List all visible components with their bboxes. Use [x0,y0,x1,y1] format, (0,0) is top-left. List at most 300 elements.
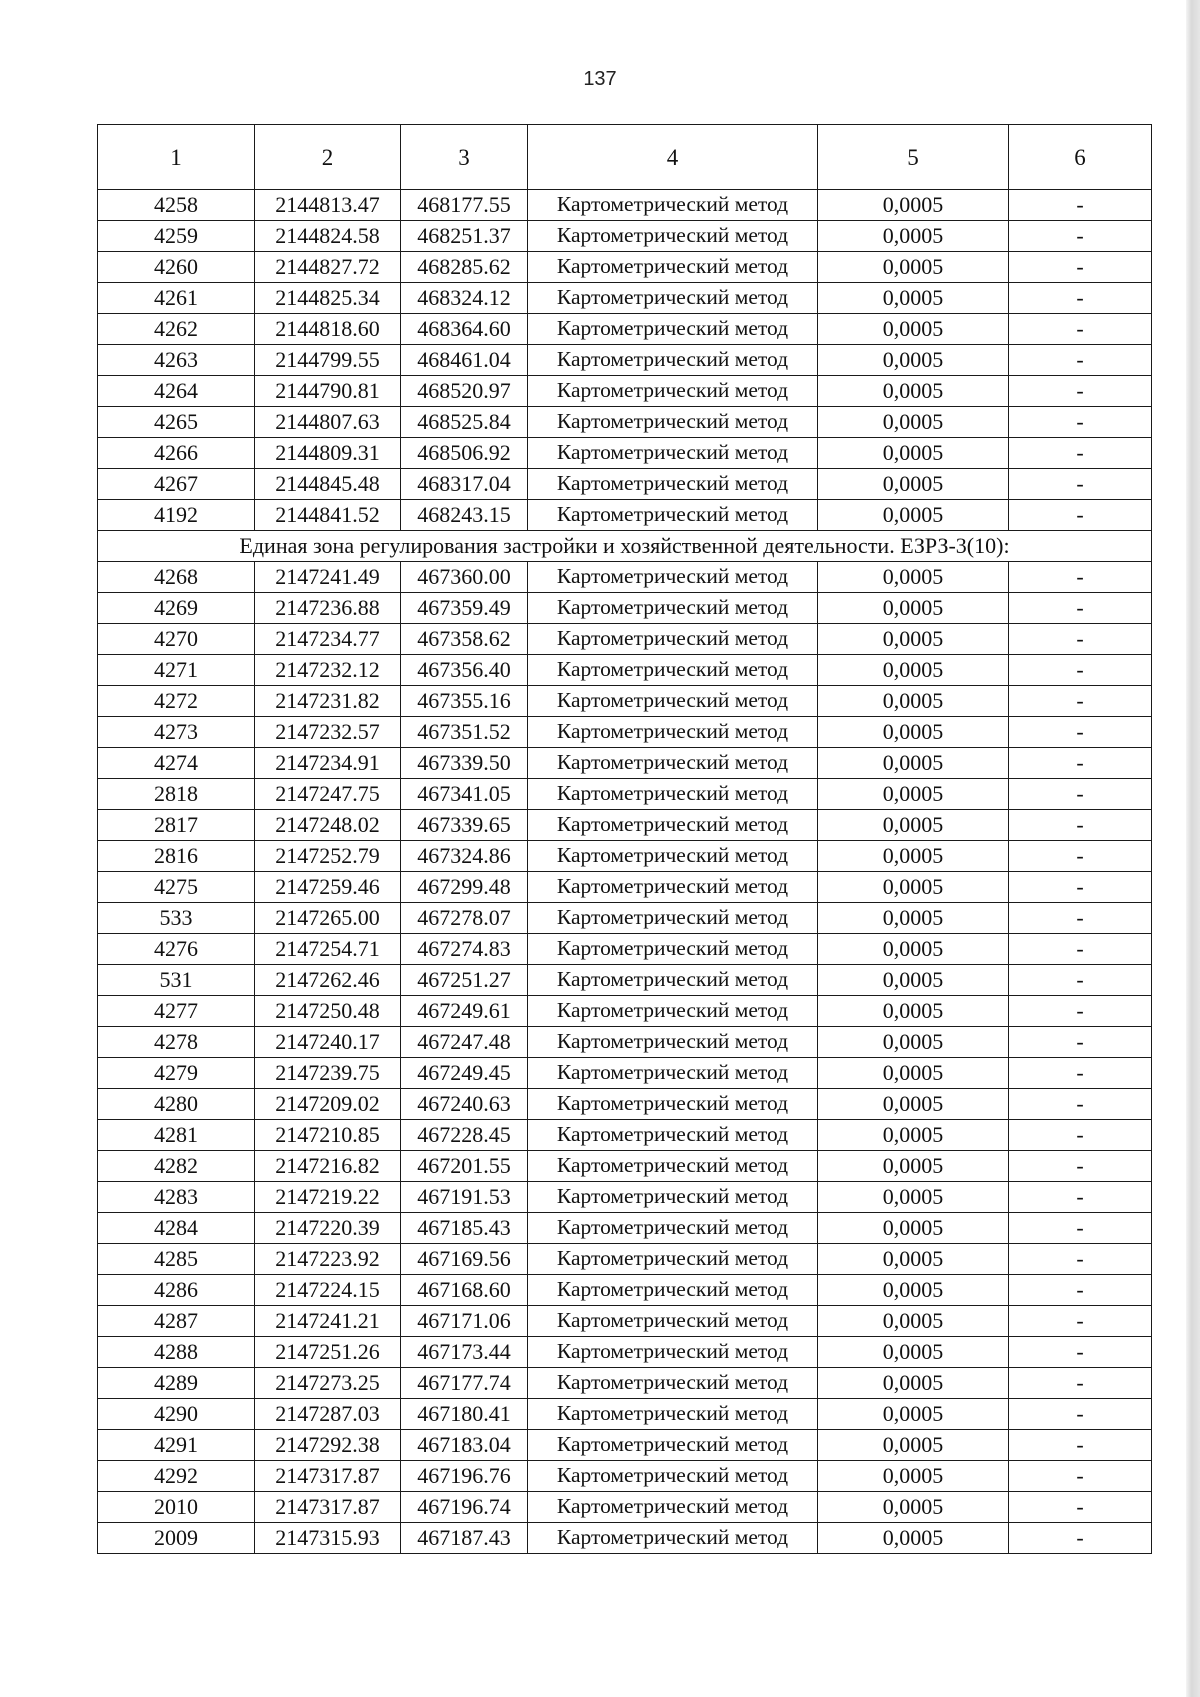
cell-note: - [1009,934,1152,965]
cell-point-number: 4262 [98,314,255,345]
cell-method: Картометрический метод [528,686,818,717]
cell-point-number: 4291 [98,1430,255,1461]
header-col-4: 4 [528,125,818,190]
cell-note: - [1009,1306,1152,1337]
cell-method: Картометрический метод [528,376,818,407]
cell-point-number: 4269 [98,593,255,624]
table-row [98,1027,1152,1058]
cell-method: Картометрический метод [528,996,818,1027]
cell-y-coordinate: 467171.06 [401,1306,528,1337]
cell-y-coordinate: 468520.97 [401,376,528,407]
cell-point-number: 4290 [98,1399,255,1430]
table-row [98,655,1152,686]
cell-method: Картометрический метод [528,624,818,655]
cell-x-coordinate: 2147273.25 [255,1368,401,1399]
cell-method: Картометрический метод [528,438,818,469]
cell-x-coordinate: 2144790.81 [255,376,401,407]
cell-y-coordinate: 467249.45 [401,1058,528,1089]
table-row [98,314,1152,345]
cell-note: - [1009,1151,1152,1182]
cell-x-coordinate: 2147240.17 [255,1027,401,1058]
cell-method: Картометрический метод [528,1120,818,1151]
cell-point-number: 2817 [98,810,255,841]
cell-y-coordinate: 467360.00 [401,562,528,593]
cell-y-coordinate: 467251.27 [401,965,528,996]
cell-method: Картометрический метод [528,252,818,283]
cell-note: - [1009,438,1152,469]
cell-accuracy: 0,0005 [818,717,1009,748]
cell-point-number: 4286 [98,1275,255,1306]
scan-edge [1186,0,1200,1697]
cell-y-coordinate: 467351.52 [401,717,528,748]
cell-note: - [1009,345,1152,376]
cell-x-coordinate: 2147232.12 [255,655,401,686]
table-row [98,1182,1152,1213]
section-title: Единая зона регулирования застройки и хозяйственной деятельности. ЕЗРЗ-3(10): [98,531,1152,562]
cell-y-coordinate: 467187.43 [401,1523,528,1554]
cell-accuracy: 0,0005 [818,376,1009,407]
cell-method: Картометрический метод [528,1182,818,1213]
cell-accuracy: 0,0005 [818,748,1009,779]
cell-method: Картометрический метод [528,903,818,934]
cell-x-coordinate: 2147265.00 [255,903,401,934]
cell-accuracy: 0,0005 [818,872,1009,903]
table-row [98,996,1152,1027]
header-col-2: 2 [255,125,401,190]
cell-point-number: 4287 [98,1306,255,1337]
cell-accuracy: 0,0005 [818,500,1009,531]
cell-accuracy: 0,0005 [818,965,1009,996]
cell-accuracy: 0,0005 [818,1027,1009,1058]
cell-note: - [1009,1182,1152,1213]
cell-note: - [1009,283,1152,314]
cell-accuracy: 0,0005 [818,1337,1009,1368]
cell-note: - [1009,686,1152,717]
cell-accuracy: 0,0005 [818,1523,1009,1554]
table-row [98,965,1152,996]
cell-x-coordinate: 2147210.85 [255,1120,401,1151]
cell-accuracy: 0,0005 [818,438,1009,469]
page-number: 137 [583,68,617,90]
cell-note: - [1009,1120,1152,1151]
cell-method: Картометрический метод [528,283,818,314]
cell-y-coordinate: 467355.16 [401,686,528,717]
cell-note: - [1009,1492,1152,1523]
cell-accuracy: 0,0005 [818,810,1009,841]
cell-accuracy: 0,0005 [818,1182,1009,1213]
cell-point-number: 4271 [98,655,255,686]
table-row [98,190,1152,221]
cell-note: - [1009,1213,1152,1244]
table-row [98,1151,1152,1182]
table-row [98,1399,1152,1430]
cell-y-coordinate: 468506.92 [401,438,528,469]
cell-x-coordinate: 2147247.75 [255,779,401,810]
cell-method: Картометрический метод [528,1058,818,1089]
cell-y-coordinate: 467299.48 [401,872,528,903]
cell-x-coordinate: 2144813.47 [255,190,401,221]
cell-y-coordinate: 467356.40 [401,655,528,686]
cell-point-number: 4274 [98,748,255,779]
cell-y-coordinate: 468317.04 [401,469,528,500]
cell-x-coordinate: 2147254.71 [255,934,401,965]
cell-note: - [1009,1058,1152,1089]
cell-point-number: 4273 [98,717,255,748]
table-row [98,1275,1152,1306]
cell-accuracy: 0,0005 [818,252,1009,283]
cell-note: - [1009,1523,1152,1554]
cell-note: - [1009,1275,1152,1306]
cell-accuracy: 0,0005 [818,1399,1009,1430]
cell-method: Картометрический метод [528,593,818,624]
cell-accuracy: 0,0005 [818,841,1009,872]
table-row [98,500,1152,531]
cell-method: Картометрический метод [528,1275,818,1306]
cell-y-coordinate: 467168.60 [401,1275,528,1306]
table-row [98,1120,1152,1151]
cell-point-number: 2816 [98,841,255,872]
table-row [98,748,1152,779]
table-row [98,1430,1152,1461]
table-row [98,283,1152,314]
cell-y-coordinate: 467249.61 [401,996,528,1027]
cell-method: Картометрический метод [528,345,818,376]
cell-point-number: 2010 [98,1492,255,1523]
cell-note: - [1009,655,1152,686]
header-col-5: 5 [818,125,1009,190]
cell-method: Картометрический метод [528,407,818,438]
cell-point-number: 4263 [98,345,255,376]
cell-y-coordinate: 467180.41 [401,1399,528,1430]
cell-x-coordinate: 2144845.48 [255,469,401,500]
cell-note: - [1009,1399,1152,1430]
cell-accuracy: 0,0005 [818,1275,1009,1306]
cell-method: Картометрический метод [528,1523,818,1554]
table-row [98,1244,1152,1275]
table-row [98,562,1152,593]
table-row [98,841,1152,872]
cell-x-coordinate: 2144807.63 [255,407,401,438]
cell-method: Картометрический метод [528,872,818,903]
cell-point-number: 4192 [98,500,255,531]
header-col-6: 6 [1009,125,1152,190]
table-row [98,221,1152,252]
cell-point-number: 4283 [98,1182,255,1213]
table-row [98,1213,1152,1244]
table-row [98,1306,1152,1337]
cell-point-number: 4276 [98,934,255,965]
cell-x-coordinate: 2147223.92 [255,1244,401,1275]
cell-note: - [1009,1027,1152,1058]
cell-x-coordinate: 2147287.03 [255,1399,401,1430]
table-row [98,1492,1152,1523]
cell-y-coordinate: 467358.62 [401,624,528,655]
cell-method: Картометрический метод [528,1461,818,1492]
cell-x-coordinate: 2147315.93 [255,1523,401,1554]
cell-x-coordinate: 2147252.79 [255,841,401,872]
cell-accuracy: 0,0005 [818,996,1009,1027]
cell-method: Картометрический метод [528,1244,818,1275]
cell-accuracy: 0,0005 [818,314,1009,345]
cell-accuracy: 0,0005 [818,624,1009,655]
cell-y-coordinate: 468525.84 [401,407,528,438]
cell-point-number: 4259 [98,221,255,252]
cell-y-coordinate: 467339.50 [401,748,528,779]
cell-method: Картометрический метод [528,779,818,810]
cell-note: - [1009,903,1152,934]
cell-x-coordinate: 2147219.22 [255,1182,401,1213]
table-row [98,686,1152,717]
cell-note: - [1009,314,1152,345]
table-body-after-section [98,562,1152,1554]
cell-y-coordinate: 467191.53 [401,1182,528,1213]
table-row [98,469,1152,500]
cell-point-number: 2818 [98,779,255,810]
cell-x-coordinate: 2147241.21 [255,1306,401,1337]
cell-note: - [1009,748,1152,779]
table-row [98,1058,1152,1089]
cell-note: - [1009,1089,1152,1120]
cell-method: Картометрический метод [528,1089,818,1120]
cell-accuracy: 0,0005 [818,779,1009,810]
cell-x-coordinate: 2147236.88 [255,593,401,624]
cell-method: Картометрический метод [528,1399,818,1430]
cell-x-coordinate: 2147234.77 [255,624,401,655]
cell-method: Картометрический метод [528,314,818,345]
cell-y-coordinate: 467324.86 [401,841,528,872]
cell-point-number: 4292 [98,1461,255,1492]
cell-y-coordinate: 467173.44 [401,1337,528,1368]
cell-y-coordinate: 468461.04 [401,345,528,376]
cell-note: - [1009,376,1152,407]
cell-method: Картометрический метод [528,934,818,965]
cell-x-coordinate: 2147248.02 [255,810,401,841]
cell-method: Картометрический метод [528,500,818,531]
cell-x-coordinate: 2147292.38 [255,1430,401,1461]
cell-accuracy: 0,0005 [818,1058,1009,1089]
header-row [98,125,1152,190]
cell-method: Картометрический метод [528,965,818,996]
cell-accuracy: 0,0005 [818,1492,1009,1523]
cell-accuracy: 0,0005 [818,407,1009,438]
cell-accuracy: 0,0005 [818,1120,1009,1151]
cell-note: - [1009,1368,1152,1399]
table-row [98,1368,1152,1399]
cell-y-coordinate: 467341.05 [401,779,528,810]
coordinates-table [97,124,1152,1554]
cell-note: - [1009,407,1152,438]
cell-point-number: 4258 [98,190,255,221]
cell-y-coordinate: 467240.63 [401,1089,528,1120]
cell-note: - [1009,841,1152,872]
cell-y-coordinate: 468285.62 [401,252,528,283]
cell-method: Картометрический метод [528,1027,818,1058]
cell-y-coordinate: 467185.43 [401,1213,528,1244]
cell-x-coordinate: 2147317.87 [255,1492,401,1523]
cell-point-number: 4267 [98,469,255,500]
cell-note: - [1009,469,1152,500]
cell-accuracy: 0,0005 [818,1213,1009,1244]
cell-x-coordinate: 2147209.02 [255,1089,401,1120]
cell-method: Картометрический метод [528,562,818,593]
header-col-3: 3 [401,125,528,190]
table-row [98,1461,1152,1492]
cell-note: - [1009,624,1152,655]
cell-accuracy: 0,0005 [818,190,1009,221]
cell-y-coordinate: 468177.55 [401,190,528,221]
cell-x-coordinate: 2144809.31 [255,438,401,469]
cell-y-coordinate: 467201.55 [401,1151,528,1182]
cell-y-coordinate: 467339.65 [401,810,528,841]
cell-point-number: 4275 [98,872,255,903]
cell-point-number: 4284 [98,1213,255,1244]
cell-method: Картометрический метод [528,717,818,748]
table-row [98,810,1152,841]
cell-accuracy: 0,0005 [818,934,1009,965]
table-row [98,1089,1152,1120]
cell-method: Картометрический метод [528,1430,818,1461]
header-col-1: 1 [98,125,255,190]
table-header [98,125,1152,190]
cell-point-number: 4260 [98,252,255,283]
cell-x-coordinate: 2147224.15 [255,1275,401,1306]
cell-accuracy: 0,0005 [818,1461,1009,1492]
table-row [98,438,1152,469]
cell-note: - [1009,593,1152,624]
table-row [98,903,1152,934]
table-row [98,779,1152,810]
cell-method: Картометрический метод [528,748,818,779]
table-row [98,376,1152,407]
cell-y-coordinate: 467196.76 [401,1461,528,1492]
cell-x-coordinate: 2147239.75 [255,1058,401,1089]
cell-point-number: 4266 [98,438,255,469]
table-row [98,345,1152,376]
cell-x-coordinate: 2147241.49 [255,562,401,593]
cell-x-coordinate: 2147216.82 [255,1151,401,1182]
cell-note: - [1009,872,1152,903]
table-row [98,717,1152,748]
cell-x-coordinate: 2144799.55 [255,345,401,376]
table-row [98,593,1152,624]
table-row [98,252,1152,283]
cell-x-coordinate: 2144827.72 [255,252,401,283]
cell-accuracy: 0,0005 [818,1089,1009,1120]
cell-note: - [1009,562,1152,593]
cell-y-coordinate: 467177.74 [401,1368,528,1399]
table-row [98,934,1152,965]
cell-point-number: 4261 [98,283,255,314]
cell-method: Картометрический метод [528,1368,818,1399]
cell-method: Картометрический метод [528,1337,818,1368]
cell-note: - [1009,1461,1152,1492]
cell-method: Картометрический метод [528,190,818,221]
cell-point-number: 2009 [98,1523,255,1554]
cell-y-coordinate: 467183.04 [401,1430,528,1461]
cell-x-coordinate: 2147251.26 [255,1337,401,1368]
cell-note: - [1009,1244,1152,1275]
cell-x-coordinate: 2144824.58 [255,221,401,252]
cell-x-coordinate: 2147317.87 [255,1461,401,1492]
cell-x-coordinate: 2147234.91 [255,748,401,779]
cell-accuracy: 0,0005 [818,345,1009,376]
cell-y-coordinate: 467196.74 [401,1492,528,1523]
cell-method: Картометрический метод [528,1151,818,1182]
cell-y-coordinate: 468243.15 [401,500,528,531]
cell-method: Картометрический метод [528,1306,818,1337]
cell-point-number: 4277 [98,996,255,1027]
cell-method: Картометрический метод [528,1492,818,1523]
cell-note: - [1009,717,1152,748]
table-row [98,1523,1152,1554]
cell-point-number: 4288 [98,1337,255,1368]
cell-x-coordinate: 2147231.82 [255,686,401,717]
cell-accuracy: 0,0005 [818,1244,1009,1275]
cell-point-number: 531 [98,965,255,996]
cell-x-coordinate: 2144825.34 [255,283,401,314]
cell-point-number: 533 [98,903,255,934]
cell-y-coordinate: 467169.56 [401,1244,528,1275]
cell-point-number: 4289 [98,1368,255,1399]
cell-accuracy: 0,0005 [818,221,1009,252]
cell-point-number: 4264 [98,376,255,407]
cell-point-number: 4281 [98,1120,255,1151]
cell-y-coordinate: 468251.37 [401,221,528,252]
section-body [98,531,1152,562]
cell-y-coordinate: 467247.48 [401,1027,528,1058]
cell-note: - [1009,221,1152,252]
cell-y-coordinate: 467228.45 [401,1120,528,1151]
cell-point-number: 4285 [98,1244,255,1275]
cell-x-coordinate: 2147259.46 [255,872,401,903]
cell-method: Картометрический метод [528,810,818,841]
cell-y-coordinate: 467274.83 [401,934,528,965]
cell-method: Картометрический метод [528,841,818,872]
cell-accuracy: 0,0005 [818,283,1009,314]
cell-x-coordinate: 2147220.39 [255,1213,401,1244]
cell-method: Картометрический метод [528,221,818,252]
cell-point-number: 4279 [98,1058,255,1089]
table-row [98,872,1152,903]
cell-x-coordinate: 2147232.57 [255,717,401,748]
cell-accuracy: 0,0005 [818,655,1009,686]
cell-method: Картометрический метод [528,655,818,686]
cell-accuracy: 0,0005 [818,1430,1009,1461]
cell-note: - [1009,810,1152,841]
cell-accuracy: 0,0005 [818,686,1009,717]
section-row [98,531,1152,562]
cell-point-number: 4280 [98,1089,255,1120]
cell-accuracy: 0,0005 [818,562,1009,593]
table-row [98,407,1152,438]
cell-x-coordinate: 2147250.48 [255,996,401,1027]
table-body-before-section [98,190,1152,531]
cell-note: - [1009,252,1152,283]
table-row [98,1337,1152,1368]
cell-y-coordinate: 467278.07 [401,903,528,934]
cell-method: Картометрический метод [528,469,818,500]
cell-x-coordinate: 2144818.60 [255,314,401,345]
cell-note: - [1009,996,1152,1027]
cell-method: Картометрический метод [528,1213,818,1244]
cell-note: - [1009,500,1152,531]
cell-accuracy: 0,0005 [818,1151,1009,1182]
cell-point-number: 4278 [98,1027,255,1058]
cell-note: - [1009,965,1152,996]
cell-point-number: 4272 [98,686,255,717]
cell-point-number: 4282 [98,1151,255,1182]
cell-note: - [1009,779,1152,810]
